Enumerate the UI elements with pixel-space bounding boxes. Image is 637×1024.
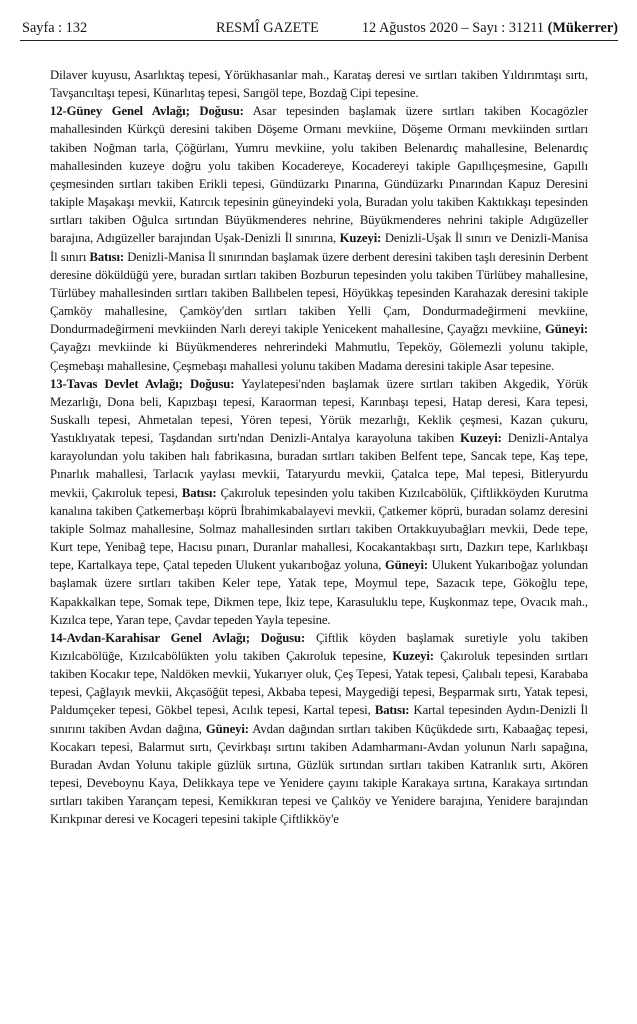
section-heading: 14-Avdan-Karahisar Genel Avlağı; bbox=[50, 630, 250, 645]
page-header bbox=[20, 18, 618, 41]
section-14 bbox=[50, 629, 588, 829]
issue-info bbox=[362, 20, 618, 37]
section-13 bbox=[50, 375, 588, 629]
section-text: Asar tepesinden başlamak üzere sırtları takiben Kocagözler mahallesinden Kürkçü deresini takiben Döşeme Ormanı mevkiine, Döşeme Ormanı mevkiinden sırtları takiben Noğman tarla, Çöğürlanı, Yumru mevkiine, yolu takiben Belenardıç mahallesine, Belenardıç mahallesinden kuzeye doğru yolu takiben Kocadereye, Kocadereyi takiple Gapıllıçeşmesine, Gapıllı çeşmesinden sırtları takiben Erikli tepesi, Gündüzarkı Pınarına, Gündüzarkı Pınarından Kapuz Deresini takiple Maşakaşı mevkii, Katırcık tepesinin güneyindeki yola, Buradan yolu takiben Kaktıkkaşı tepesinden sırtları takiben Oğulca sırtından Büyükmenderes nehrine, Büyükmenderes nehrini takiple Adıgüzeller barajına, Adıgüzeller barajından Uşak-Denizli İl sınırına, bbox=[50, 104, 588, 246]
direction-label: Doğusu: bbox=[189, 376, 235, 391]
section-heading: 13-Tavas Devlet Avlağı; bbox=[50, 376, 183, 391]
section-text: Denizli-Antalya karayolundan yolu takiben halı fabrikasına, buradan sırtları takiben Belfent tepe, Sancak tepe, Kaş tepe, Pınarlık mahallesi, Tarlacık yaylası mevkii, Tataryurdu mevkii, Çatalca tepe, Mal tepesi, Bitleryurdu mevkii, Çakıroluk tepesi, bbox=[50, 431, 589, 500]
issue-date-number: 12 Ağustos 2020 – Sayı : 31211 bbox=[361, 20, 545, 36]
direction-label: Güneyi: bbox=[384, 558, 428, 573]
section-text: Denizli-Manisa İl sınırından başlamak üzere derbent deresini takiben taşlı deresinin Derbent deresine döküldüğü yere, buradan sırtları takiben Bozburun tepesinden yolu takiben Türlübey mahallesine, Türlübey mahallesinden sırtları takiben Ballıbelen tepesi, Höyükkaş tepesinden Karahazak deresini takiple Çamköy mahallesine, Çamköy'den sırtları takiben Yelli Çam, Dondurmadeğirmeni mevkiine, Dondurmadeğirmeni mevkiinden Narlı dereyi takiple Yenicekent mahallesine, Çayağzı mevkiine, bbox=[50, 249, 588, 337]
direction-label: Batısı: bbox=[374, 703, 410, 718]
section-text: Çiftlik köyden başlamak suretiyle yolu takiben Kızılcabölüğe, Kızılcabölükten yolu takiben Çakıroluk tepesine, bbox=[50, 630, 588, 663]
direction-label: Kuzeyi: bbox=[392, 649, 434, 663]
section-text: Çakıroluk tepesinden sırtları takiben Kocakır tepe, Naldöken mevkii, Yukarıyer oluk, Çeş Tepesi, Yatak tepesi, Çalıbalı tepesi, Karababa tepesi, Çağlayık mevkii, Akçasöğüt tepesi, Akbaba tepesi, Maygediği tepesi, Beşparmak sırtı, Yatak tepesi, Paldumçeker tepesi, Gökbel tepesi, Acılık tepesi, Kartal tepesi, bbox=[50, 649, 588, 718]
direction-label: Doğusu: bbox=[199, 104, 244, 119]
direction-label: Kuzeyi: bbox=[460, 431, 502, 446]
section-heading: 12-Güney Genel Avlağı; bbox=[50, 104, 190, 119]
supplement-label: (Mükerrer) bbox=[547, 20, 618, 36]
direction-label: Güneyi: bbox=[544, 322, 588, 337]
document-body bbox=[50, 66, 588, 829]
direction-label: Batısı: bbox=[181, 485, 217, 500]
section-text: Denizli-Uşak İl sınırı ve Denizli-Manisa İl sınırı bbox=[50, 231, 588, 264]
intro-paragraph: Dilaver kuyusu, Asarlıktaş tepesi, Yörükhasanlar mah., Karataş deresi ve sırtları takiben Yıldırımtaşı sırtı, Tavşancıltaşı tepesi, Künarlıtaş tepesi, Sarıgöl tepe, Bozdağ Cipi tepesine. bbox=[50, 68, 588, 101]
direction-label: Batısı: bbox=[89, 249, 125, 264]
section-text: Ulukent Yukarıboğaz yolundan başlamak üzere sırtları takiben Keler tepe, Yatak tepe, Moymul tepe, Sazacık tepe, Gökoğlu tepe, Kapakkalkan tepe, Somak tepe, Dikmen tepe, İkiz tepe, Karasuluklu tepe, Kuşkonmaz tepe, Ovacık mah., Kızılca tepe, Yaran tepe, Çavdar tepeden Yayla tepesine. bbox=[50, 558, 588, 627]
direction-label: Kuzeyi: bbox=[339, 231, 382, 246]
section-text: Çayağzı mevkiinde ki Büyükmenderes nehrerindeki Mahmutlu, Tepeköy, Gölemezli yolunu takiple, Çeşmebaşı mahallesine, Çeşmebaşı mahallesi yolunu takiben Madama deresini takiple Asar tepesine. bbox=[50, 340, 588, 373]
direction-label: Doğusu: bbox=[260, 630, 306, 645]
gazette-title: RESMÎ GAZETE bbox=[216, 20, 319, 36]
page-number: Sayfa : 132 bbox=[22, 20, 88, 36]
section-12 bbox=[50, 102, 588, 374]
section-text: Yaylatepesi'nden başlamak üzere sırtları takiben Akgedik, Yörük Mezarlığı, Dona beli, Kapızbaşı tepesi, Karaorman tepesi, Karınbaşı tepesi, Hatap deresi, Kara tepesi, Suskallı tepesi, Ahmetalan tepesi, Yören tepesi, Yörük mezarlığı, Keklik çeşmesi, Kazan çukuru, Yastıklıyatak tepesi, Taşdandan sırtı'ndan Denizli-Antalya karayoluna takiben bbox=[50, 376, 588, 446]
direction-label: Güneyi: bbox=[205, 721, 249, 736]
section-text: Avdan dağından sırtları takiben Küçükdede sırtı, Kabaağaç tepesi, Kocakarı tepesi, Balarmut sırtı, Çevirkbaşı sırtını takiben Adamharmanı-Avdan yolunun Narlı sapağına, Buradan Avdan Yolunu takiple güzlük sırtına, Güzlük sırtından sırtları takiben Katranlık sırtı, Akören tepesi, Deveboynu Kaya, Delikkaya tepe ve Yenidere çayını takiple Karakaya sırtına, Karakaya sırtından sırtları takiben Yarançam tepesi, Kemikkıran tepesi ve Çalıköy ve Yenidere barajına, Yenidere barajından Kırıkpınar deresi ve Kocageri tepesini takiple Çiftlikköy'e bbox=[50, 721, 588, 827]
section-text: Kartal tepesinden Aydın-Denizli İl sınırını takiben Avdan dağına, bbox=[50, 703, 588, 736]
section-text: Çakıroluk tepesinden yolu takiben Kızılcabölük, Çiftlikköyden Kurutma kanalına takiben Çatkemerbaşı köprü İbrahimkabalayevi mevkii, Çatkemer köprü, buradan solamz deresini takiple Solmaz mahallesine, Solmaz mahallesinden sırtları takiben Ortakkuyubağları mevkii, Dede tepe, Kurt tepe, Yenibağ tepe, Hacısu pınarı, Duranlar mahallesi, Kocakantakbaşı sırtı, Dazkırı tepe, Karlıkbaşı tepe, Kartalkaya tepe, Çatal tepeden Ulukent yukarıboğaz yoluna, bbox=[50, 485, 588, 573]
